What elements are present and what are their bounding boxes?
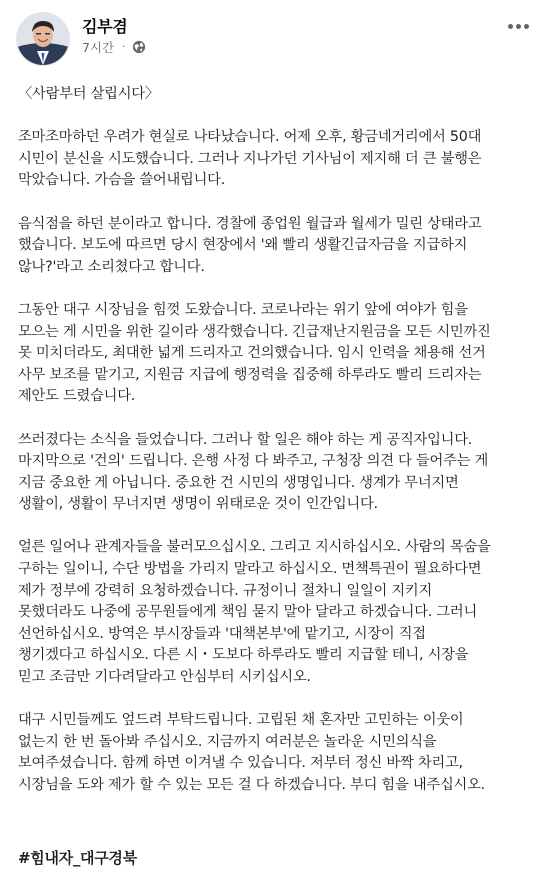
post-text-line: 음식점을 하던 분이라고 합니다. 경찰에 종업원 월급과 월세가 밀린 상태라고 xyxy=(18,215,482,232)
post-text-line: 쓰러졌다는 소식을 들었습니다. 그러나 할 일은 해야 하는 게 공직자입니다. xyxy=(18,431,473,448)
post-text-line: 했습니다. 보도에 따르면 당시 현장에서 '왜 빨리 생활긴급자금을 지급하지 xyxy=(18,237,468,254)
post-text-line: 믿고 조금만 기다려달라고 안심부터 시키십시오. xyxy=(18,669,311,686)
post-meta xyxy=(82,38,146,56)
post-text-line: 지금 중요한 게 아닙니다. 중요한 건 시민의 생명입니다. 생계가 무너지면 xyxy=(18,474,459,491)
avatar-photo xyxy=(17,13,69,65)
post-text-line: 시장님을 도와 제가 할 수 있는 모든 걸 다 하겠습니다. 부디 힘을 내주십시오. xyxy=(18,777,485,793)
post-text-line: 대구 시민들께도 엎드려 부탁드립니다. 고립된 채 혼자만 고민하는 이웃이 xyxy=(18,712,464,729)
post-title: 〈사람부터 살립시다〉 xyxy=(18,86,159,102)
post-body xyxy=(18,84,538,797)
post-header xyxy=(16,12,534,68)
post-text-line: 챙기겠다고 하십시오. 다른 시・도보다 하루라도 빨리 지급할 테니, 시장을 xyxy=(18,647,469,664)
author-avatar[interactable] xyxy=(16,12,70,66)
post-text-line: 사무 보조를 맡기고, 지원금 지급에 행정력을 집중해 하루라도 빨리 드리자는 xyxy=(18,366,482,383)
post-text-line: 모으는 게 시민을 위한 길이라 생각했습니다. 긴급재난지원금을 모든 시민까진 xyxy=(18,323,491,340)
post-text-line: 막았습니다. 가슴을 쓸어내립니다. xyxy=(18,172,226,189)
author-name[interactable]: 김부겸 xyxy=(82,17,128,36)
more-options-icon[interactable] xyxy=(504,12,532,40)
post-text-line: 없는지 한 번 돌아봐 주십시오. 지금까지 여러분은 놀라운 시민의식을 xyxy=(18,733,437,750)
post-text-line: 시민이 분신을 시도했습니다. 그러나 지나가던 기사님이 제지해 더 큰 불행은 xyxy=(18,150,482,167)
post-text-line: 제안도 드렸습니다. xyxy=(18,388,136,405)
post-text-line: 얼른 일어나 관계자들을 불러모으십시오. 그리고 지시하십시오. 사람의 목숨을 xyxy=(18,539,491,556)
post-text-line: 못했더라도 나중에 공무원들에게 책임 묻지 말아 달라고 하겠습니다. 그러니 xyxy=(18,604,478,621)
post-text-line: 생활이, 생활이 무너지면 생명이 위태로운 것이 인간입니다. xyxy=(18,496,378,513)
post-text-line: 보여주셨습니다. 함께 하면 이겨낼 수 있습니다. 저부터 정신 바짝 차리고, xyxy=(18,755,463,772)
post-text-line: 조마조마하던 우려가 현실로 나타났습니다. 어제 오후, 황금네거리에서 50대 xyxy=(18,129,482,146)
post-text-line: 선언하십시오. 방역은 부시장들과 '대책본부'에 맡기고, 시장이 직접 xyxy=(18,625,426,642)
post-text-line: 않나?'라고 소리쳤다고 합니다. xyxy=(18,258,205,275)
globe-icon[interactable] xyxy=(132,40,146,54)
meta-separator: · xyxy=(122,41,126,53)
post-text-line: 마지막으로 '건의' 드립니다. 은행 사정 다 봐주고, 구청장 의견 다 들어주는 게 xyxy=(18,453,489,470)
post-text-line: 제가 정부에 강력히 요청하겠습니다. 규정이니 절차니 일일이 지키지 xyxy=(18,582,433,599)
post-timestamp[interactable]: 7시간 xyxy=(82,40,115,55)
post-text-line: 못 미치더라도, 최대한 넓게 드리자고 건의했습니다. 임시 인력을 채용해 선거 xyxy=(18,345,486,362)
post-text-line: 구하는 일이니, 수단 방법을 가리지 말라고 하십시오. 면책특권이 필요하다면 xyxy=(18,561,482,578)
post-text-line: 그동안 대구 시장님을 힘껏 도왔습니다. 코로나라는 위기 앞에 여야가 힘을 xyxy=(18,301,468,318)
hashtag-link[interactable]: #힘내자_대구경북 xyxy=(18,849,137,867)
